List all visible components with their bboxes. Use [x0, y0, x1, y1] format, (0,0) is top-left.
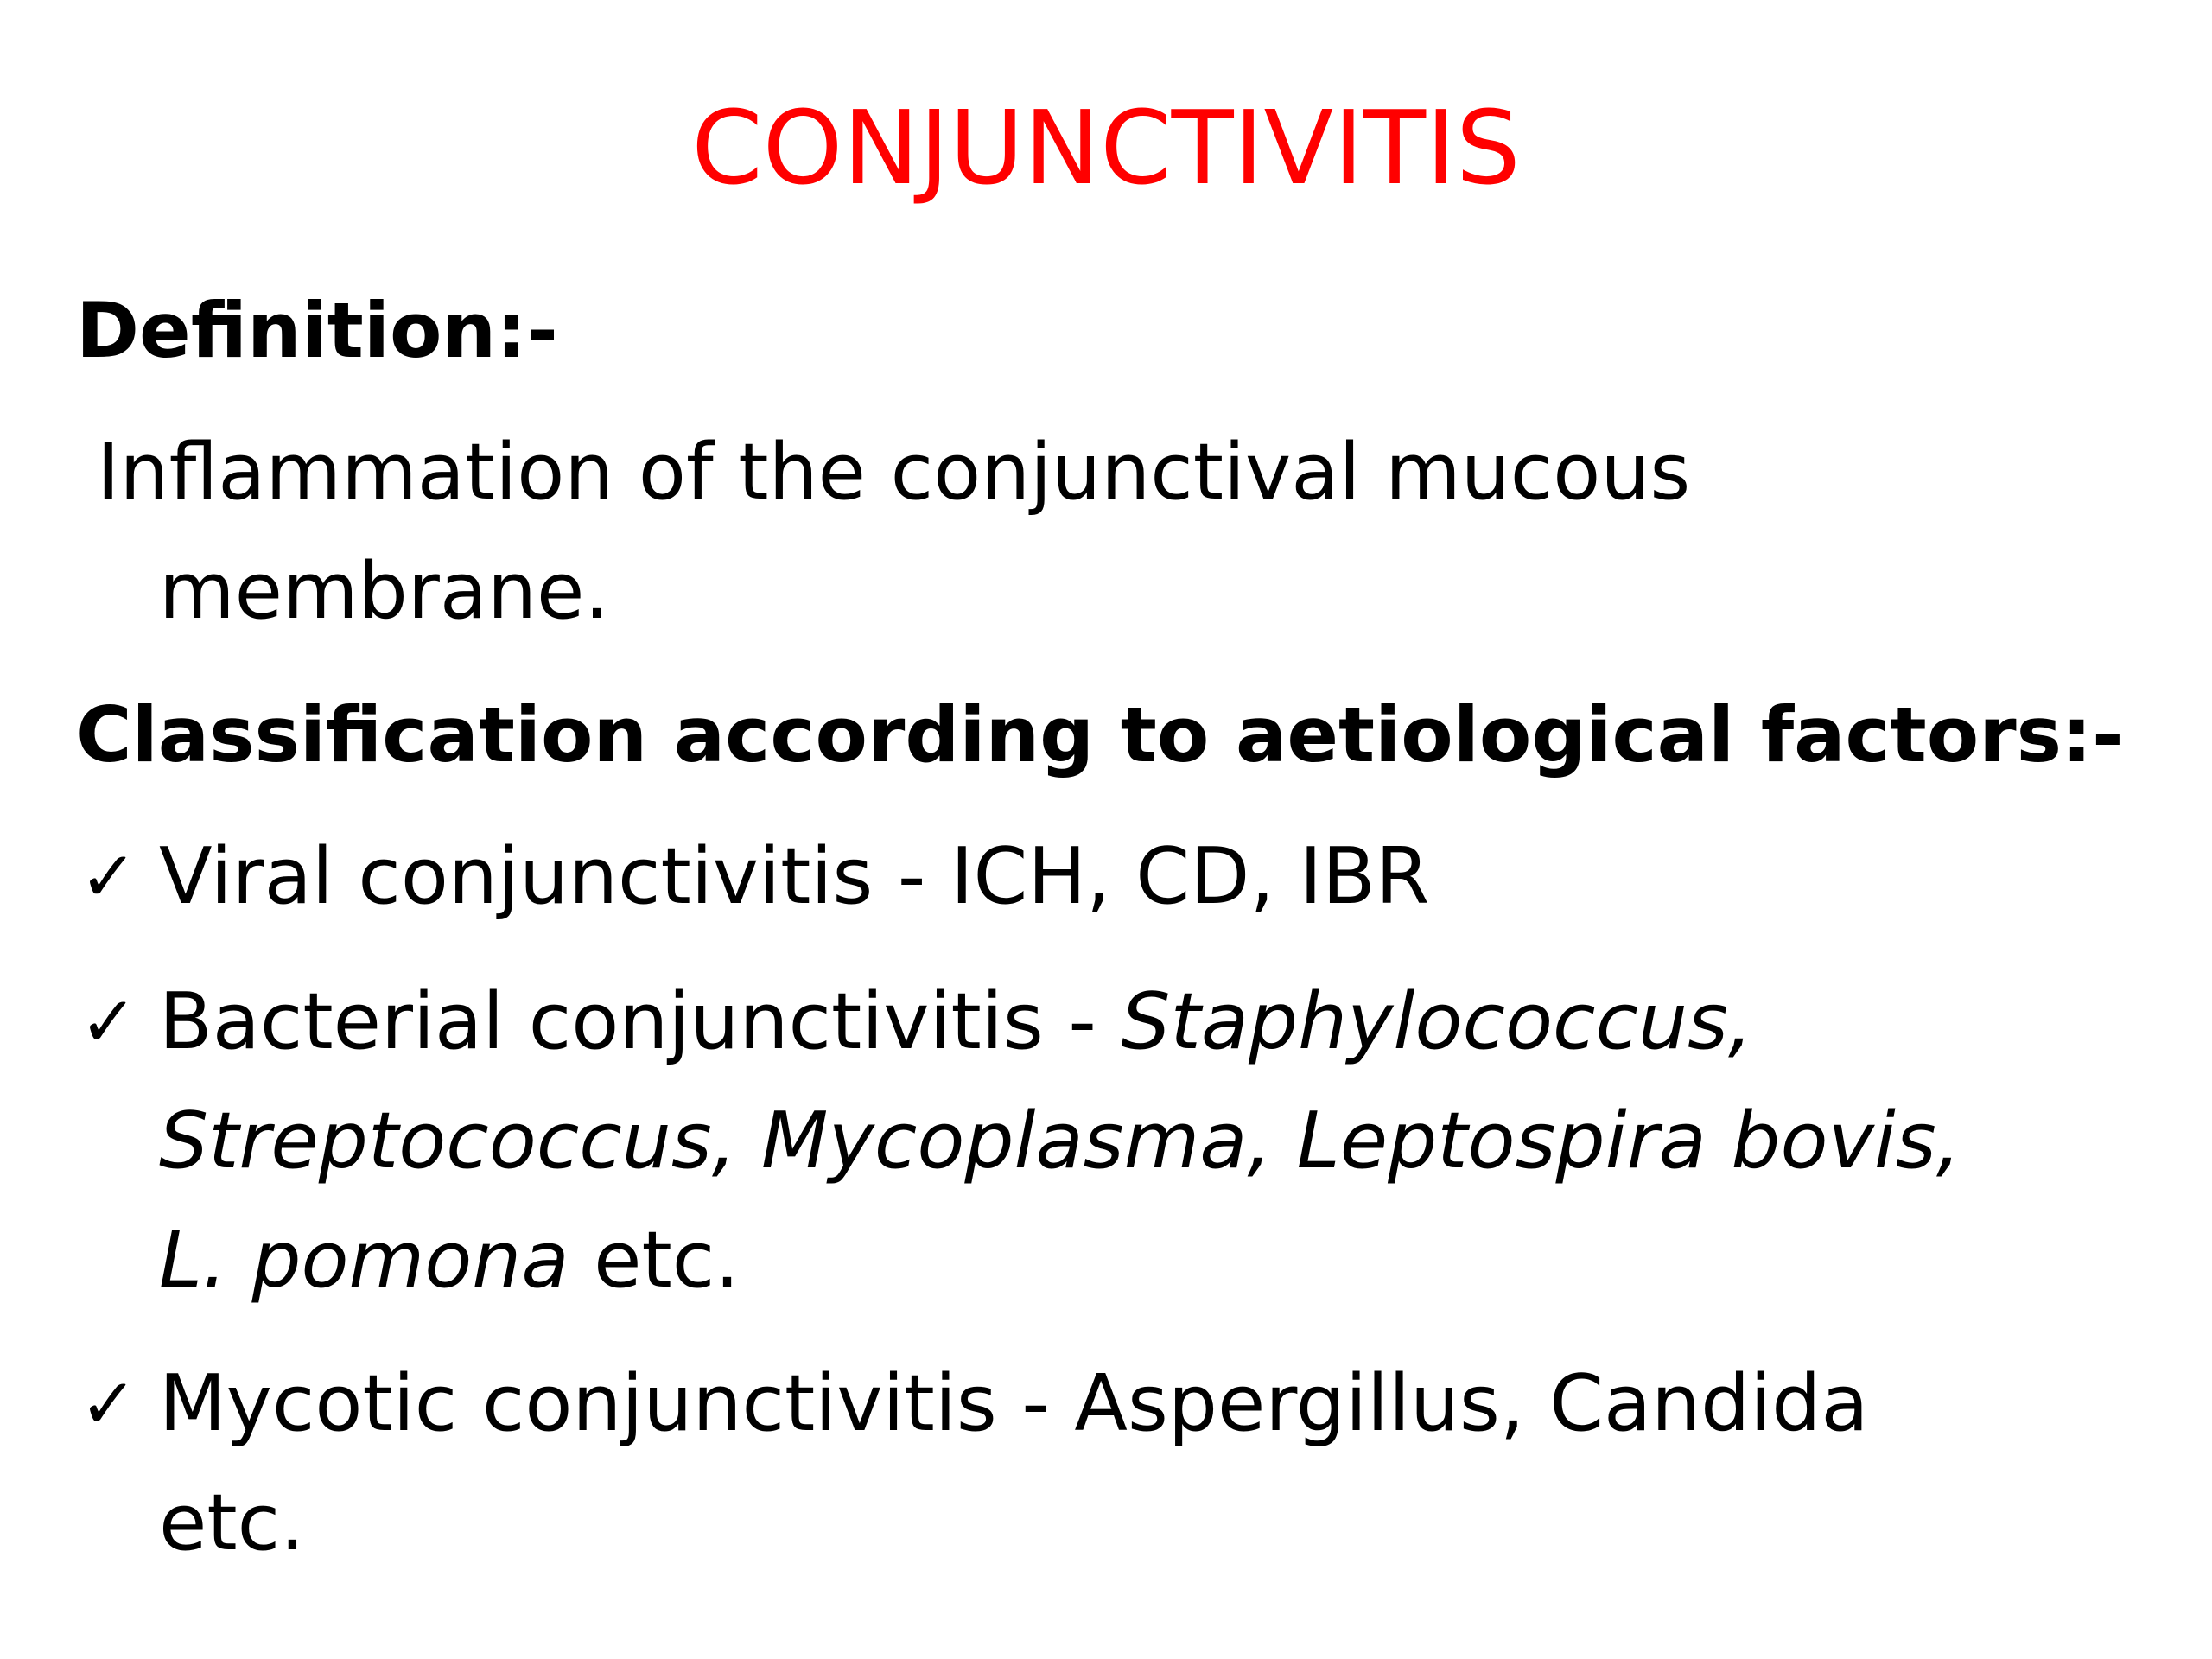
classification-heading: Classification according to aetiological factors:-: [76, 690, 2124, 779]
list-item-bacterial-line1: [159, 975, 1753, 1070]
list-item-bacterial-line2: Streptococcus, Mycoplasma, Leptospira bovis,: [159, 1096, 1961, 1186]
checkmark-icon: ✓: [79, 836, 138, 917]
definition-text-line2: membrane.: [159, 546, 610, 637]
checkmark-icon: ✓: [79, 1363, 138, 1444]
bacterial-etc: etc.: [569, 1215, 740, 1306]
list-item-mycotic-line2: etc.: [159, 1478, 305, 1568]
bacterial-organism: Staphylococcus,: [1121, 976, 1753, 1067]
definition-text-line1: Inflammation of the conjunctival mucous: [97, 427, 1691, 518]
bacterial-label: Bacterial conjunctivitis -: [159, 976, 1122, 1067]
bacterial-organism: L. pomona: [159, 1215, 569, 1306]
definition-heading: Definition:-: [76, 286, 558, 375]
list-item-viral: Viral conjunctivitis - ICH, CD, IBR: [159, 831, 1430, 922]
list-item-mycotic-line1: Mycotic conjunctivitis - Aspergillus, Candida: [159, 1358, 1869, 1449]
slide-title: CONJUNCTIVITIS: [691, 88, 1521, 207]
list-item-bacterial-line3: [159, 1213, 740, 1308]
checkmark-icon: ✓: [79, 982, 138, 1062]
